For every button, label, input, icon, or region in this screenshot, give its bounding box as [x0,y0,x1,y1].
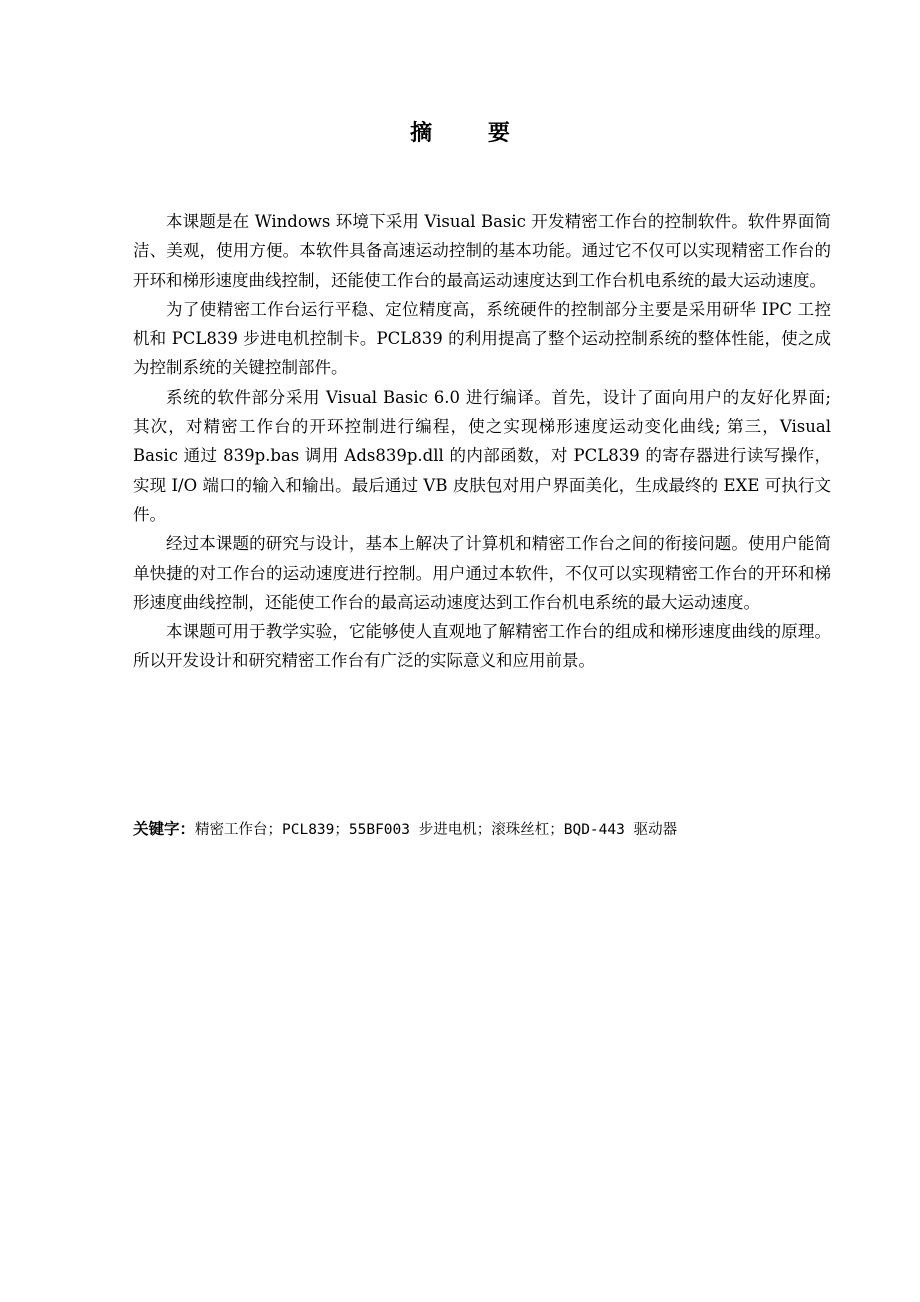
abstract-paragraph-5: 本课题可用于教学实验，它能够使人直观地了解精密工作台的组成和梯形速度曲线的原理。所以开发设计和研究精密工作台有广泛的实际意义和应用前景。 [133,622,831,671]
abstract-paragraph-3: 系统的软件部分采用 Visual Basic 6.0 进行编译。首先，设计了面向用户的友好化界面; 其次，对精密工作台的开环控制进行编程，使之实现梯形速度运动变化曲线; 第三，Visual Basic 通过 839p.bas 调用 Ads839p.dll 的内部函数，对 PCL839 的寄存器进行读写操作，实现 I/O 端口的输入和输出。最后通过 VB 皮肤包对用户界面美化，生成最终的 EXE 可执行文件。 [133,387,831,524]
abstract-body [133,207,831,676]
keywords-label: 关键字： [133,820,196,838]
keywords-line [133,816,831,843]
abstract-paragraph-2: 为了使精密工作台运行平稳、定位精度高，系统硬件的控制部分主要是采用研华 IPC 工控机和 PCL839 步进电机控制卡。PCL839 的利用提高了整个运动控制系统的整体性能，使之成为控制系统的关键控制部件。 [133,299,831,378]
abstract-title: 摘 要 [410,121,534,146]
abstract-paragraph-1: 本课题是在 Windows 环境下采用 Visual Basic 开发精密工作台的控制软件。软件界面简洁、美观，使用方便。本软件具备高速运动控制的基本功能。通过它不仅可以实现精密工作台的开环和梯形速度曲线控制，还能使工作台的最高运动速度达到工作台机电系统的最大运动速度。 [133,212,831,290]
keywords-value: 精密工作台；PCL839；55BF003 步进电机；滚珠丝杠；BQD-443 驱动器 [195,822,678,838]
abstract-paragraph-4: 经过本课题的研究与设计，基本上解决了计算机和精密工作台之间的衔接问题。使用户能简单快捷的对工作台的运动速度进行控制。用户通过本软件，不仅可以实现精密工作台的开环和梯形速度曲线控制，还能使工作台的最高运动速度达到工作台机电系统的最大运动速度。 [133,534,831,612]
